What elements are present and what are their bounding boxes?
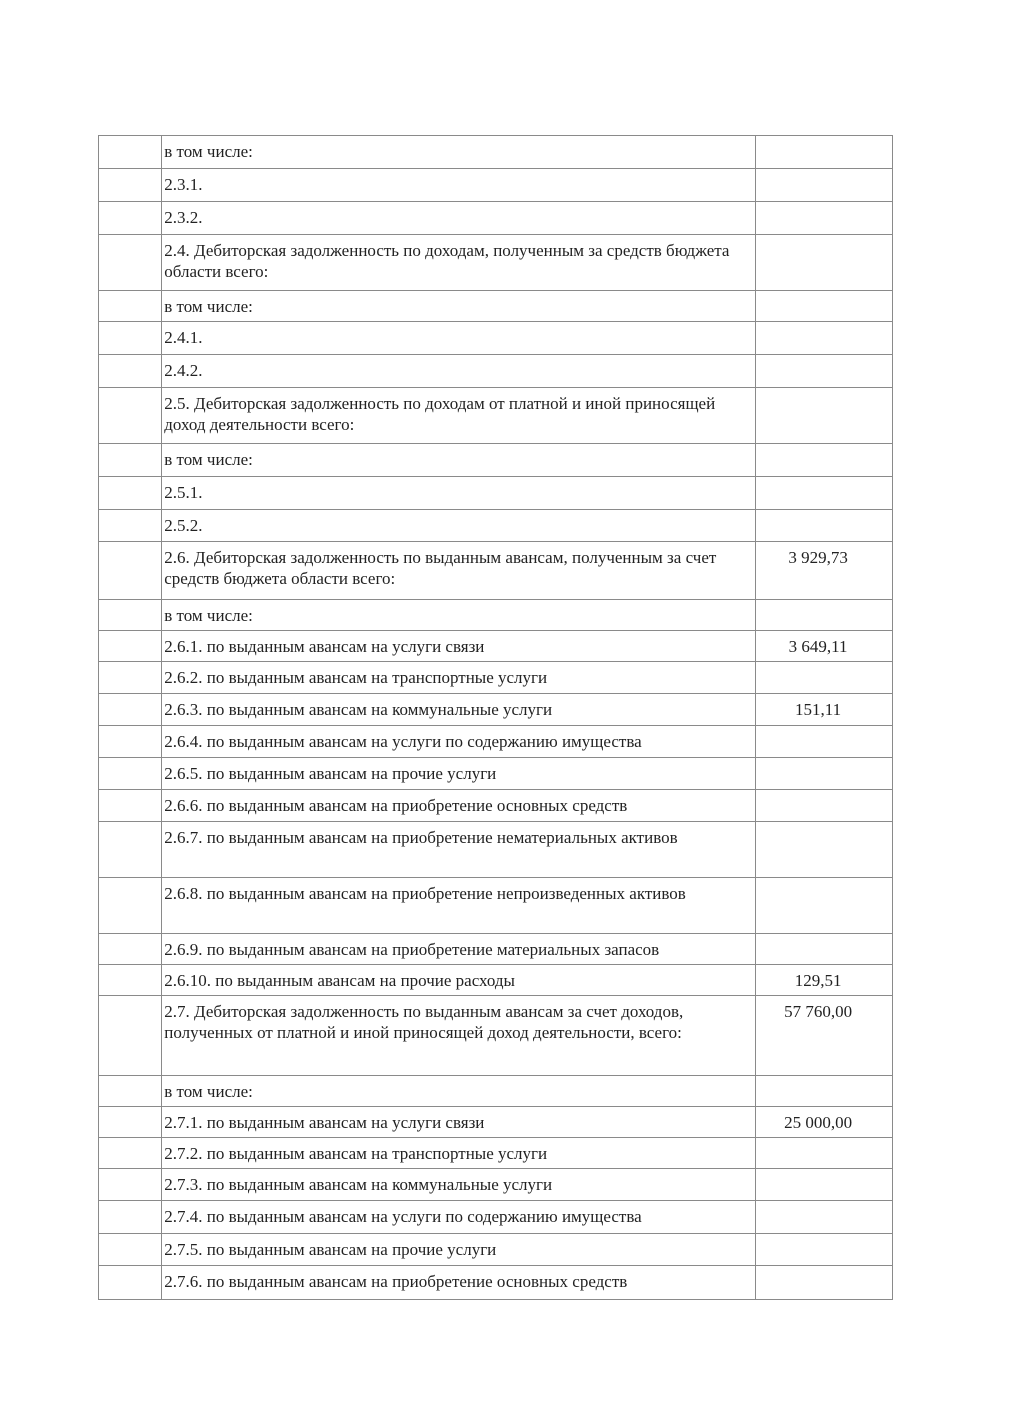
row-value-cell: 3 929,73 xyxy=(756,542,893,600)
table-row xyxy=(99,477,893,510)
table-row xyxy=(99,934,893,965)
row-number-cell xyxy=(99,1138,162,1169)
table-row xyxy=(99,1138,893,1169)
row-number-cell xyxy=(99,996,162,1076)
table-row xyxy=(99,388,893,444)
table-row xyxy=(99,1234,893,1266)
table-row xyxy=(99,235,893,291)
row-label-cell: 2.6. Дебиторская задолженность по выданным авансам, полученным за счет средств бюджета области всего: xyxy=(162,542,756,600)
table-row xyxy=(99,444,893,477)
row-label-cell: 2.6.1. по выданным авансам на услуги связи xyxy=(162,631,756,662)
row-value-cell xyxy=(756,444,893,477)
row-label-cell: 2.6.9. по выданным авансам на приобретение материальных запасов xyxy=(162,934,756,965)
row-label-cell: 2.7. Дебиторская задолженность по выданным авансам за счет доходов, полученных от платной и иной приносящей доход деятельности, всего: xyxy=(162,996,756,1076)
row-value-cell xyxy=(756,291,893,322)
row-value-cell xyxy=(756,726,893,758)
row-label-cell: 2.6.8. по выданным авансам на приобретение непроизведенных активов xyxy=(162,878,756,934)
row-label-cell: 2.4. Дебиторская задолженность по доходам, полученным за средств бюджета области всего: xyxy=(162,235,756,291)
row-value-cell xyxy=(756,202,893,235)
row-label-cell: 2.6.2. по выданным авансам на транспортные услуги xyxy=(162,662,756,694)
row-number-cell xyxy=(99,322,162,355)
row-value-cell xyxy=(756,758,893,790)
table-row xyxy=(99,822,893,878)
row-number-cell xyxy=(99,291,162,322)
table-row xyxy=(99,694,893,726)
row-value-cell xyxy=(756,1076,893,1107)
row-label-cell: 2.6.7. по выданным авансам на приобретение нематериальных активов xyxy=(162,822,756,878)
row-number-cell xyxy=(99,878,162,934)
row-label-cell: 2.5.1. xyxy=(162,477,756,510)
row-value-cell xyxy=(756,878,893,934)
row-label-cell: 2.7.3. по выданным авансам на коммунальные услуги xyxy=(162,1169,756,1201)
row-number-cell xyxy=(99,694,162,726)
row-value-cell xyxy=(756,790,893,822)
table-row xyxy=(99,1076,893,1107)
row-number-cell xyxy=(99,355,162,388)
row-label-cell: 2.5. Дебиторская задолженность по доходам от платной и иной приносящей доход деятельности всего: xyxy=(162,388,756,444)
row-value-cell xyxy=(756,169,893,202)
row-label-cell: 2.6.4. по выданным авансам на услуги по содержанию имущества xyxy=(162,726,756,758)
row-number-cell xyxy=(99,202,162,235)
row-value-cell: 25 000,00 xyxy=(756,1107,893,1138)
table-row xyxy=(99,1266,893,1300)
row-label-cell: 2.7.5. по выданным авансам на прочие услуги xyxy=(162,1234,756,1266)
row-number-cell xyxy=(99,726,162,758)
row-value-cell xyxy=(756,1138,893,1169)
table-row xyxy=(99,965,893,996)
row-value-cell xyxy=(756,235,893,291)
table-row xyxy=(99,202,893,235)
table-row xyxy=(99,169,893,202)
row-number-cell xyxy=(99,1076,162,1107)
row-label-cell: в том числе: xyxy=(162,1076,756,1107)
row-label-cell: 2.4.1. xyxy=(162,322,756,355)
row-value-cell xyxy=(756,355,893,388)
table-row xyxy=(99,542,893,600)
table-row xyxy=(99,1201,893,1234)
table-row xyxy=(99,758,893,790)
row-number-cell xyxy=(99,1266,162,1300)
row-number-cell xyxy=(99,1234,162,1266)
row-number-cell xyxy=(99,965,162,996)
table-body xyxy=(99,136,893,1300)
row-number-cell xyxy=(99,790,162,822)
row-number-cell xyxy=(99,662,162,694)
table-row xyxy=(99,1169,893,1201)
table-row xyxy=(99,291,893,322)
row-value-cell xyxy=(756,136,893,169)
row-number-cell xyxy=(99,542,162,600)
row-label-cell: 2.3.2. xyxy=(162,202,756,235)
table-row xyxy=(99,136,893,169)
table-row xyxy=(99,726,893,758)
table-row xyxy=(99,662,893,694)
table-row xyxy=(99,600,893,631)
row-value-cell xyxy=(756,1169,893,1201)
table-row xyxy=(99,322,893,355)
row-number-cell xyxy=(99,510,162,542)
row-number-cell xyxy=(99,1201,162,1234)
row-number-cell xyxy=(99,388,162,444)
row-number-cell xyxy=(99,136,162,169)
row-value-cell: 129,51 xyxy=(756,965,893,996)
row-number-cell xyxy=(99,600,162,631)
row-label-cell: в том числе: xyxy=(162,291,756,322)
row-number-cell xyxy=(99,444,162,477)
row-label-cell: 2.5.2. xyxy=(162,510,756,542)
row-value-cell: 151,11 xyxy=(756,694,893,726)
row-value-cell xyxy=(756,388,893,444)
row-label-cell: 2.7.1. по выданным авансам на услуги связи xyxy=(162,1107,756,1138)
row-label-cell: 2.7.6. по выданным авансам на приобретение основных средств xyxy=(162,1266,756,1300)
receivables-table xyxy=(98,135,893,1300)
row-value-cell xyxy=(756,600,893,631)
row-value-cell xyxy=(756,822,893,878)
row-number-cell xyxy=(99,477,162,510)
row-label-cell: 2.7.2. по выданным авансам на транспортные услуги xyxy=(162,1138,756,1169)
row-label-cell: в том числе: xyxy=(162,136,756,169)
row-value-cell: 3 649,11 xyxy=(756,631,893,662)
row-number-cell xyxy=(99,631,162,662)
table-row xyxy=(99,510,893,542)
table-row xyxy=(99,631,893,662)
row-value-cell: 57 760,00 xyxy=(756,996,893,1076)
row-label-cell: 2.6.5. по выданным авансам на прочие услуги xyxy=(162,758,756,790)
row-number-cell xyxy=(99,1107,162,1138)
row-label-cell: 2.6.10. по выданным авансам на прочие расходы xyxy=(162,965,756,996)
row-number-cell xyxy=(99,934,162,965)
row-label-cell: 2.4.2. xyxy=(162,355,756,388)
row-label-cell: в том числе: xyxy=(162,444,756,477)
row-label-cell: 2.3.1. xyxy=(162,169,756,202)
row-number-cell xyxy=(99,1169,162,1201)
row-number-cell xyxy=(99,822,162,878)
row-number-cell xyxy=(99,758,162,790)
row-value-cell xyxy=(756,662,893,694)
table-row xyxy=(99,996,893,1076)
row-value-cell xyxy=(756,934,893,965)
row-value-cell xyxy=(756,322,893,355)
row-label-cell: в том числе: xyxy=(162,600,756,631)
row-number-cell xyxy=(99,169,162,202)
table-row xyxy=(99,878,893,934)
row-value-cell xyxy=(756,510,893,542)
row-value-cell xyxy=(756,477,893,510)
row-label-cell: 2.6.3. по выданным авансам на коммунальные услуги xyxy=(162,694,756,726)
row-value-cell xyxy=(756,1201,893,1234)
row-label-cell: 2.6.6. по выданным авансам на приобретение основных средств xyxy=(162,790,756,822)
row-number-cell xyxy=(99,235,162,291)
table-row xyxy=(99,1107,893,1138)
row-value-cell xyxy=(756,1266,893,1300)
row-value-cell xyxy=(756,1234,893,1266)
table-row xyxy=(99,355,893,388)
table-row xyxy=(99,790,893,822)
row-label-cell: 2.7.4. по выданным авансам на услуги по содержанию имущества xyxy=(162,1201,756,1234)
